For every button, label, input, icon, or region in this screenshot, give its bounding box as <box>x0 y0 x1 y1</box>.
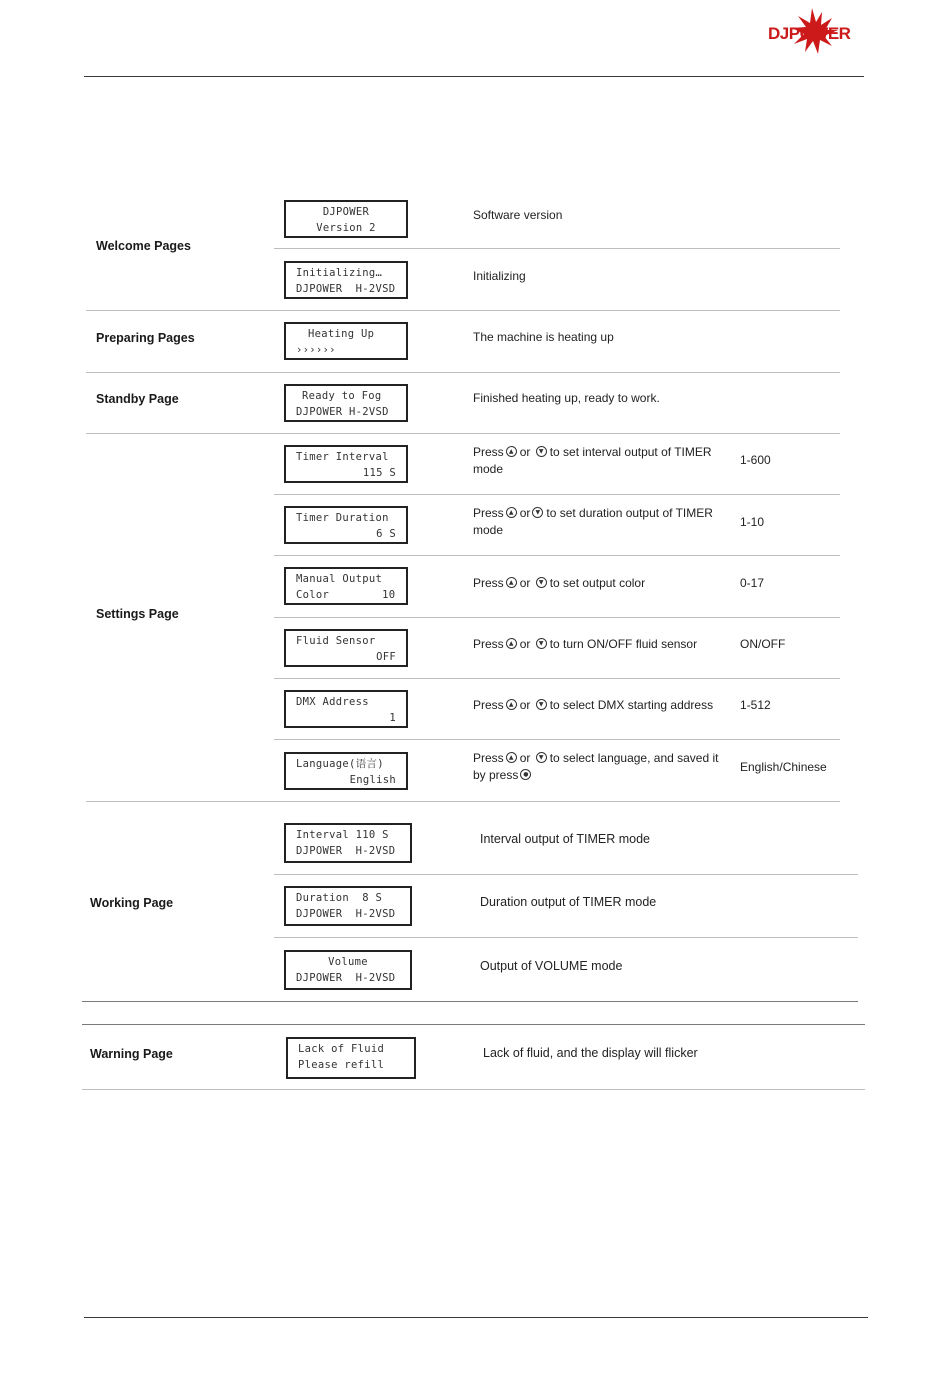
value-range: English/Chinese <box>740 760 827 774</box>
row-divider <box>274 555 840 556</box>
row-divider <box>86 372 840 373</box>
row-divider <box>274 874 858 875</box>
table-end-rule <box>82 1001 858 1002</box>
lcd-line-2: 1 <box>389 712 396 724</box>
djpower-logo <box>760 6 870 58</box>
down-button-icon: ▼ <box>536 577 547 588</box>
up-button-icon: ▲ <box>506 507 517 518</box>
row-divider <box>274 678 840 679</box>
up-button-icon: ▲ <box>506 699 517 710</box>
lcd-line-1: Timer Duration <box>296 512 389 524</box>
lcd-line-1: Lack of Fluid <box>298 1043 385 1055</box>
desc-press: Press <box>473 506 504 520</box>
row-description: Duration output of TIMER mode <box>480 895 657 909</box>
warning-top-rule <box>82 1024 865 1025</box>
down-button-icon: ▼ <box>536 752 547 763</box>
desc-press: Press <box>473 445 504 459</box>
up-button-icon: ▲ <box>506 446 517 457</box>
lcd-line-2: 115 S <box>362 467 396 479</box>
desc-or: or <box>519 576 531 590</box>
lcd-display <box>284 886 412 926</box>
lcd-line-1: DJPOWER <box>322 206 370 218</box>
row-divider <box>86 310 840 311</box>
row-divider <box>86 433 840 434</box>
lcd-line-1: Ready to Fog <box>302 390 382 402</box>
row-description <box>473 505 723 539</box>
lcd-line-1: Language(语言) <box>296 758 384 770</box>
row-description <box>473 575 733 592</box>
desc-text: to select DMX starting address <box>549 698 714 712</box>
up-button-icon: ▲ <box>506 752 517 763</box>
down-button-icon: ▼ <box>536 446 547 457</box>
value-range: ON/OFF <box>740 637 786 651</box>
row-divider <box>274 248 840 249</box>
row-description <box>473 750 723 784</box>
lcd-line-1: Timer Interval <box>296 451 389 463</box>
up-button-icon: ▲ <box>506 577 517 588</box>
warning-bottom-rule <box>82 1089 865 1090</box>
lcd-display <box>284 322 408 360</box>
desc-text: to set interval output of TIMER mode <box>473 445 712 476</box>
lcd-line-2: OFF <box>376 651 396 663</box>
lcd-display <box>284 261 408 299</box>
desc-or: or <box>519 698 531 712</box>
lcd-line-1: Interval 110 S <box>296 829 389 841</box>
section-working: Working Page <box>90 896 174 910</box>
section-standby: Standby Page <box>96 392 179 406</box>
row-description <box>473 636 733 653</box>
lcd-display <box>284 752 408 790</box>
row-description <box>473 444 723 478</box>
lcd-display <box>284 384 408 422</box>
lcd-line-1: Initializing… <box>296 267 383 279</box>
row-divider <box>274 617 840 618</box>
value-range: 1-600 <box>740 453 771 467</box>
down-button-icon: ▼ <box>536 638 547 649</box>
lcd-display <box>284 823 412 863</box>
section-preparing: Preparing Pages <box>96 331 195 345</box>
row-description: Output of VOLUME mode <box>480 959 623 973</box>
lcd-line-2: Color 10 <box>296 589 396 601</box>
row-divider <box>274 739 840 740</box>
row-description: Software version <box>473 208 563 222</box>
lcd-line-1: DMX Address <box>296 696 369 708</box>
desc-or: or <box>519 637 531 651</box>
desc-or: or <box>519 751 531 765</box>
row-description: Interval output of TIMER mode <box>480 832 650 846</box>
desc-text: to select language, and saved it by press <box>473 751 719 782</box>
row-description: Finished heating up, ready to work. <box>473 391 660 405</box>
row-description: Lack of fluid, and the display will flicker <box>483 1046 698 1060</box>
lcd-line-2: ›››››› <box>296 344 336 356</box>
lcd-line-2: DJPOWER H-2VSD <box>296 406 389 418</box>
row-divider <box>86 801 840 802</box>
lcd-line-1: Duration 8 S <box>296 892 383 904</box>
down-button-icon: ▼ <box>532 507 543 518</box>
desc-text: to set duration output of TIMER mode <box>473 506 713 537</box>
row-divider <box>274 937 858 938</box>
row-description <box>473 697 733 714</box>
desc-text: to set output color <box>549 576 646 590</box>
row-description: Initializing <box>473 269 526 283</box>
desc-press: Press <box>473 576 504 590</box>
value-range: 1-512 <box>740 698 771 712</box>
value-range: 0-17 <box>740 576 765 590</box>
lcd-line-2: Please refill <box>298 1059 385 1071</box>
desc-press: Press <box>473 698 504 712</box>
section-warning: Warning Page <box>90 1047 173 1061</box>
down-button-icon: ▼ <box>536 699 547 710</box>
section-settings: Settings Page <box>96 607 179 621</box>
lcd-display <box>284 200 408 238</box>
logo-text: DJPOWER <box>768 24 851 43</box>
lcd-line-2: Version 2 <box>316 222 376 234</box>
footer-rule <box>84 1317 868 1318</box>
lcd-line-1: Heating Up <box>308 328 375 340</box>
row-divider <box>274 494 840 495</box>
lcd-line-2: DJPOWER H-2VSD <box>296 283 396 295</box>
desc-text: to turn ON/OFF fluid sensor <box>549 637 698 651</box>
lcd-line-1: Fluid Sensor <box>296 635 376 647</box>
lcd-display <box>284 629 408 667</box>
desc-press: Press <box>473 637 504 651</box>
row-description: The machine is heating up <box>473 330 614 344</box>
lcd-line-1: Volume <box>328 956 368 968</box>
lcd-line-2: DJPOWER H-2VSD <box>296 845 396 857</box>
value-range: 1-10 <box>740 515 765 529</box>
section-welcome: Welcome Pages <box>96 239 191 253</box>
lcd-line-2: English <box>349 774 396 786</box>
header-rule <box>84 76 864 77</box>
lcd-display <box>286 1037 416 1079</box>
lcd-line-1: Manual Output <box>296 573 383 585</box>
desc-press: Press <box>473 751 504 765</box>
up-button-icon: ▲ <box>506 638 517 649</box>
lcd-line-2: DJPOWER H-2VSD <box>296 972 396 984</box>
desc-or: or <box>519 506 531 520</box>
lcd-line-2: DJPOWER H-2VSD <box>296 908 396 920</box>
lcd-display <box>284 567 408 605</box>
desc-or: or <box>519 445 531 459</box>
lcd-display <box>284 445 408 483</box>
lcd-display <box>284 950 412 990</box>
lcd-line-2: 6 S <box>376 528 396 540</box>
lcd-display <box>284 506 408 544</box>
lcd-display <box>284 690 408 728</box>
enter-button-icon: ● <box>520 769 531 780</box>
